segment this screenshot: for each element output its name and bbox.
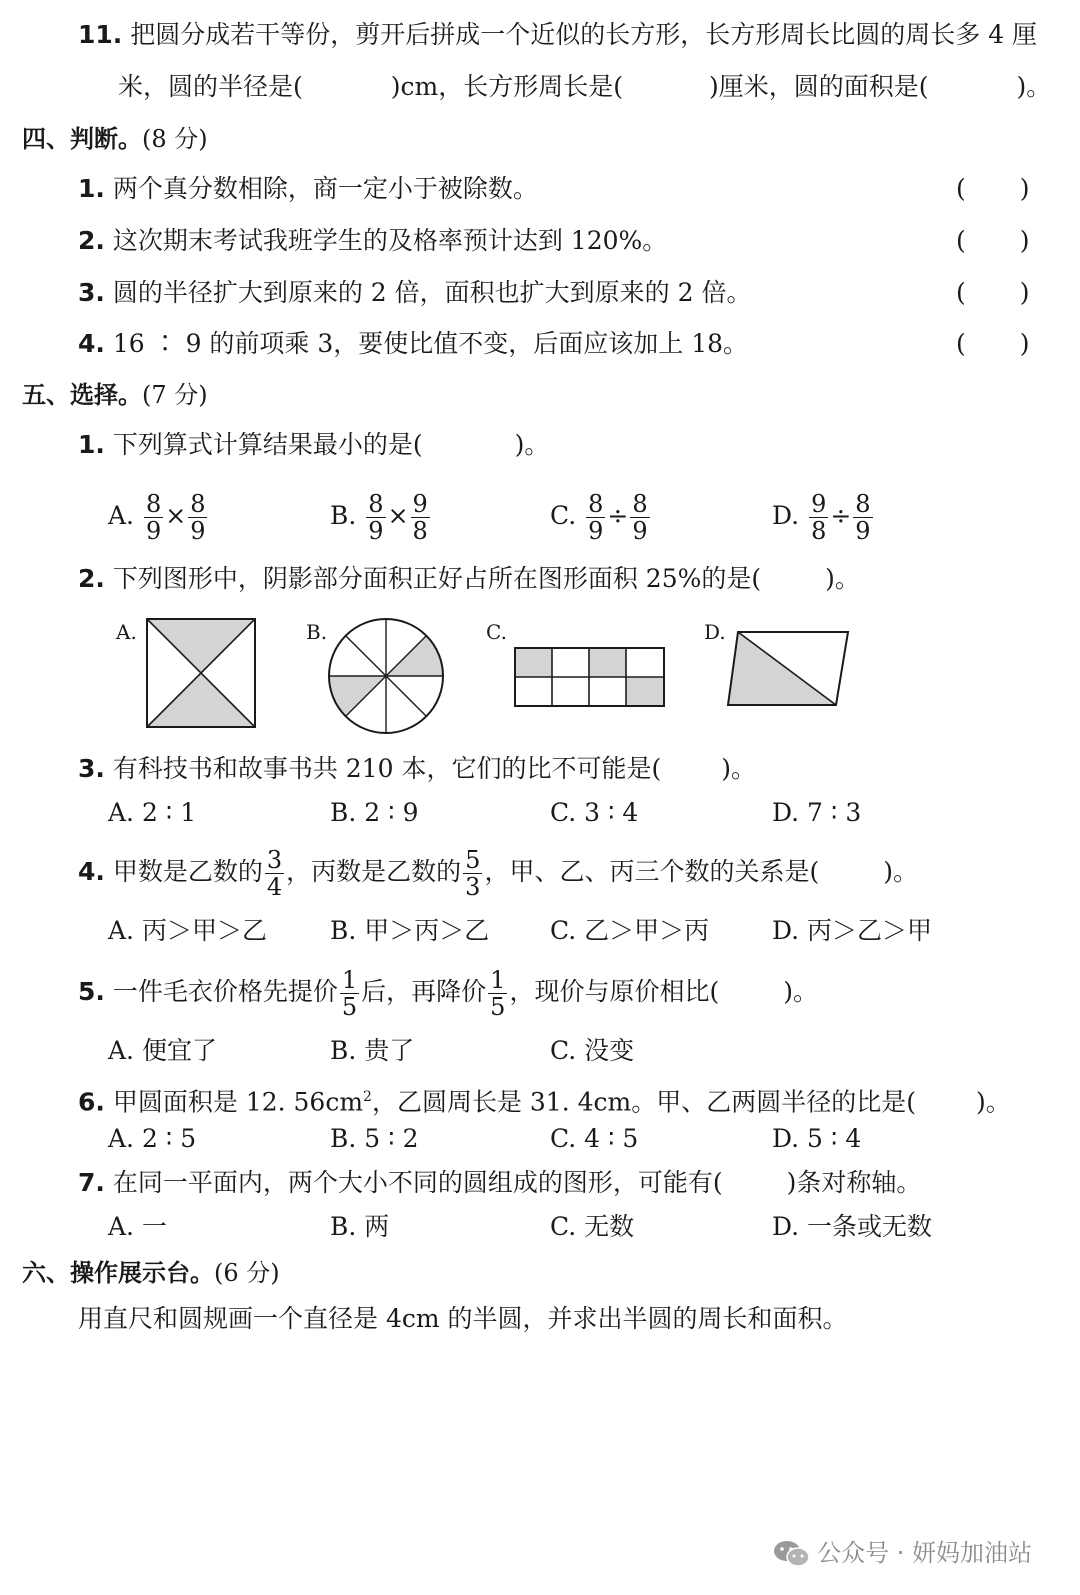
fraction: $\frac{9}{8}$	[412, 490, 428, 545]
q5-option-c[interactable]: C. 没变	[550, 1036, 635, 1065]
fraction: $\frac{9}{8}$	[811, 490, 827, 545]
fraction: $\frac{8}{9}$	[368, 490, 384, 545]
judge-item-1: 1. 两个真分数相除，商一定小于被除数。	[78, 174, 538, 203]
q6-option-b[interactable]: B. 5 ∶ 2	[330, 1124, 419, 1153]
q3-option-c[interactable]: C. 3 ∶ 4	[550, 798, 639, 827]
figure-label-c: C.	[486, 620, 507, 644]
q3-option-b[interactable]: B. 2 ∶ 9	[330, 798, 419, 827]
shaded-cell	[589, 648, 626, 677]
judge-answer-1[interactable]: ( )	[956, 174, 1030, 203]
shaded-triangle	[147, 619, 255, 673]
q7-option-d[interactable]: D. 一条或无数	[772, 1212, 933, 1241]
q1-option-d[interactable]: D. $\frac{9}{8}$ ÷ $\frac{8}{9}$	[772, 490, 871, 545]
q11-line2: 米，圆的半径是( )cm，长方形周长是( )厘米，圆的面积是( )。	[118, 72, 1052, 101]
shaded-sector	[329, 676, 386, 716]
choice-q5: 5. 一件毛衣价格先提价 $\frac{1}{5}$ 后，再降价 $\frac{1}{5}$ ，现价与原价相比( )。	[78, 966, 818, 1021]
choice-q2: 2. 下列图形中，阴影部分面积正好占所在图形面积 25%的是( )。	[78, 564, 860, 593]
figure-a-square[interactable]	[146, 618, 256, 728]
fraction: $\frac{8}{9}$	[632, 490, 648, 545]
q1-option-c[interactable]: C. $\frac{8}{9}$ ÷ $\frac{8}{9}$	[550, 490, 648, 545]
shaded-triangle	[728, 632, 836, 705]
fraction: $\frac{8}{9}$	[145, 490, 162, 545]
watermark: 公众号 · 妍妈加油站	[773, 1533, 1032, 1569]
figure-label-a: A.	[116, 620, 137, 644]
choice-q1: 1. 下列算式计算结果最小的是( )。	[78, 430, 550, 459]
q4-option-d[interactable]: D. 丙＞乙＞甲	[772, 916, 933, 945]
section-6-heading: 六、操作展示台。(6 分)	[22, 1259, 280, 1287]
choice-q4: 4. 甲数是乙数的 $\frac{3}{4}$ ，丙数是乙数的 $\frac{5}{3}$ ，甲、乙、丙三个数的关系是( )。	[78, 846, 918, 901]
q3-option-d[interactable]: D. 7 ∶ 3	[772, 798, 862, 827]
judge-item-3: 3. 圆的半径扩大到原来的 2 倍，面积也扩大到原来的 2 倍。	[78, 278, 752, 307]
q7-option-c[interactable]: C. 无数	[550, 1212, 635, 1241]
section-4-heading: 四、判断。(8 分)	[22, 125, 208, 153]
q3-option-a[interactable]: A. 2 ∶ 1	[108, 798, 197, 827]
shaded-cell	[515, 648, 552, 677]
judge-item-2: 2. 这次期末考试我班学生的及格率预计达到 120%。	[78, 226, 668, 255]
judge-answer-3[interactable]: ( )	[956, 278, 1030, 307]
figure-label-d: D.	[704, 620, 726, 644]
wechat-icon	[773, 1539, 811, 1569]
shaded-cell	[626, 677, 664, 706]
section-5-heading: 五、选择。(7 分)	[22, 381, 208, 409]
fraction: $\frac{8}{9}$	[190, 490, 206, 545]
fraction: $\frac{3}{4}$	[266, 846, 283, 901]
q7-option-b[interactable]: B. 两	[330, 1212, 390, 1241]
q1-option-b[interactable]: B. $\frac{8}{9}$ × $\frac{9}{8}$	[330, 490, 428, 545]
q6-option-c[interactable]: C. 4 ∶ 5	[550, 1124, 639, 1153]
q11-line1: 11. 把圆分成若干等份，剪开后拼成一个近似的长方形，长方形周长比圆的周长多 4 厘	[78, 20, 1038, 49]
q6-option-a[interactable]: A. 2 ∶ 5	[108, 1124, 197, 1153]
choice-q6: 6. 甲圆面积是 12. $56cm^2$，乙圆周长是 31. 4cm。甲、乙两圆半径的比是( )。	[78, 1087, 1011, 1117]
drawing-task-text: 用直尺和圆规画一个直径是 4cm 的半圆，并求出半圆的周长和面积。	[78, 1304, 848, 1333]
judge-item-4: 4. 16 ∶ 9 的前项乘 3，要使比值不变，后面应该加上 18。	[78, 329, 749, 358]
figure-d-parallelogram[interactable]	[726, 630, 852, 708]
q4-option-c[interactable]: C. 乙＞甲＞丙	[550, 916, 710, 945]
figure-b-circle[interactable]	[328, 618, 444, 734]
shaded-sector	[386, 636, 443, 676]
fraction: $\frac{5}{3}$	[465, 846, 481, 901]
q1-option-a[interactable]: A. $\frac{8}{9}$ × $\frac{8}{9}$	[108, 490, 206, 545]
q7-option-a[interactable]: A. 一	[108, 1212, 167, 1241]
figure-label-b: B.	[306, 620, 328, 644]
q5-option-a[interactable]: A. 便宜了	[108, 1036, 217, 1065]
judge-answer-4[interactable]: ( )	[956, 329, 1030, 358]
judge-answer-2[interactable]: ( )	[956, 226, 1030, 255]
q4-option-a[interactable]: A. 丙＞甲＞乙	[108, 916, 267, 945]
q5-option-b[interactable]: B. 贵了	[330, 1036, 415, 1065]
shaded-triangle	[147, 673, 255, 727]
fraction: $\frac{1}{5}$	[341, 966, 358, 1021]
choice-q7: 7. 在同一平面内，两个大小不同的圆组成的图形，可能有( )条对称轴。	[78, 1168, 922, 1197]
fraction: $\frac{1}{5}$	[490, 966, 506, 1021]
fraction: $\frac{8}{9}$	[588, 490, 604, 545]
figure-c-rectangle[interactable]	[514, 647, 666, 707]
q4-option-b[interactable]: B. 甲＞丙＞乙	[330, 916, 490, 945]
choice-q3: 3. 有科技书和故事书共 210 本，它们的比不可能是( )。	[78, 754, 756, 783]
q6-option-d[interactable]: D. 5 ∶ 4	[772, 1124, 862, 1153]
fraction: $\frac{8}{9}$	[855, 490, 871, 545]
q11-number: 11.	[78, 20, 123, 49]
